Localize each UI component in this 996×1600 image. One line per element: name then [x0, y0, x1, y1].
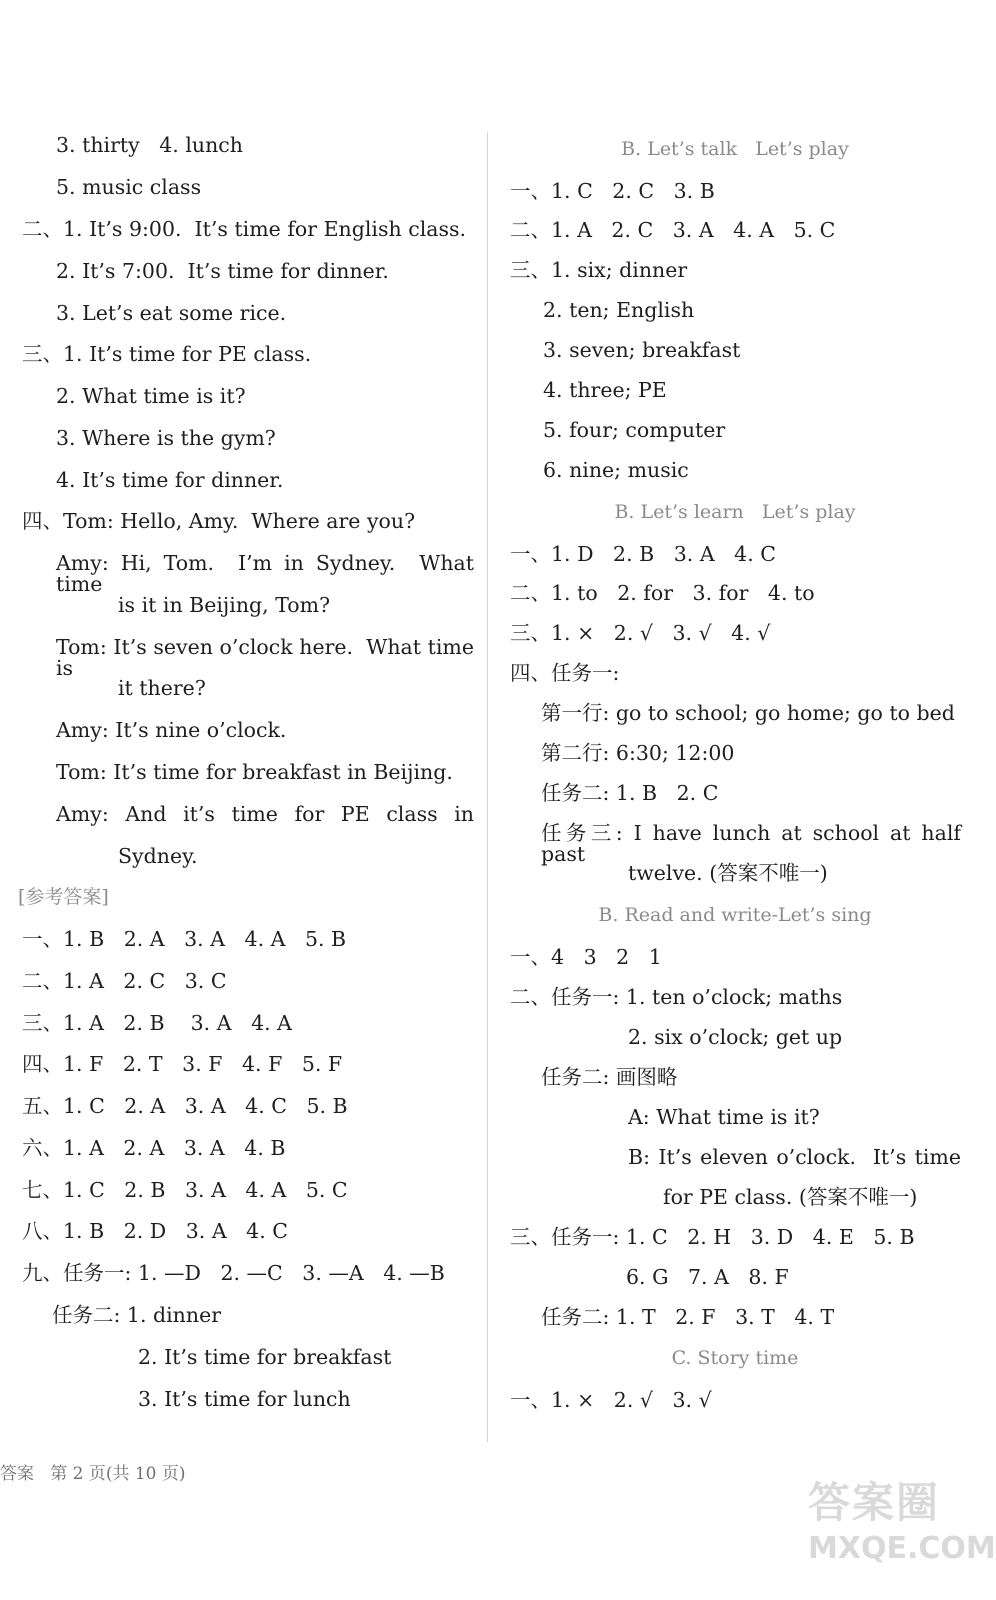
answer-line: 三、任务一: 1. C 2. H 3. D 4. E 5. B [510, 1225, 915, 1249]
answer-line: 6. nine; music [543, 458, 689, 482]
section-heading: B. Let’s talk Let’s play [621, 138, 849, 160]
answer-line: 第二行: 6:30; 12:00 [541, 741, 735, 765]
answer-line: 3. It’s time for lunch [138, 1387, 351, 1411]
answer-line: 二、1. It’s 9:00. It’s time for English class. [22, 217, 467, 241]
dialogue-line: Tom: It’s time for breakfast in Beijing. [56, 760, 453, 784]
answer-line: 八、1. B 2. D 3. A 4. C [22, 1219, 288, 1243]
answer-line: 3. Let’s eat some rice. [56, 301, 287, 325]
column-divider [487, 132, 488, 1442]
answer-line: 2. It’s 7:00. It’s time for dinner. [56, 259, 389, 283]
section-heading: B. Read and write-Let’s sing [598, 904, 872, 926]
answer-line: 4. three; PE [543, 378, 667, 402]
watermark-cn: 答案圈 [808, 1478, 941, 1527]
answer-line: 四、1. F 2. T 3. F 4. F 5. F [22, 1052, 343, 1076]
answer-line: 第一行: go to school; go home; go to bed [541, 701, 955, 725]
answer-line: 2. ten; English [543, 298, 695, 322]
answer-line: 二、1. A 2. C 3. A 4. A 5. C [510, 218, 836, 242]
dialogue-line: it there? [118, 676, 206, 700]
answer-line: 四、任务一: [510, 661, 620, 685]
answer-line: 七、1. C 2. B 3. A 4. A 5. C [22, 1178, 348, 1202]
answer-line: 一、4 3 2 1 [510, 945, 662, 969]
answer-line: 二、1. A 2. C 3. C [22, 969, 227, 993]
answer-line: 九、任务一: 1. —D 2. —C 3. —A 4. —B [22, 1261, 445, 1285]
answer-line: 3. seven; breakfast [543, 338, 741, 362]
answer-line: 二、任务一: 1. ten o’clock; maths [510, 985, 843, 1009]
answer-line: A: What time is it? [628, 1105, 820, 1129]
answer-line: 任务二: 1. dinner [52, 1303, 222, 1327]
answer-line: 三、1. six; dinner [510, 258, 688, 282]
dialogue-line: Amy: It’s nine o’clock. [56, 718, 287, 742]
dialogue-line: Tom: It’s seven o’clock here. What time is [56, 635, 474, 680]
reference-answer-label: [参考答案] [18, 886, 109, 908]
answer-line: 六、1. A 2. A 3. A 4. B [22, 1136, 286, 1160]
page-footer: 答案 第 2 页(共 10 页) [0, 1464, 186, 1484]
dialogue-line: Sydney. [118, 844, 198, 868]
answer-line: 2. What time is it? [56, 384, 246, 408]
dialogue-line: is it in Beijing, Tom? [118, 593, 331, 617]
watermark-logo [800, 1478, 996, 1592]
answer-line: 三、1. A 2. B 3. A 4. A [22, 1011, 292, 1035]
answer-line: 一、1. C 2. C 3. B [510, 179, 715, 203]
dialogue-line: Amy: And it’s time for PE class in [56, 802, 474, 826]
answer-line: 一、1. × 2. √ 3. √ [510, 1388, 712, 1412]
answer-line: 五、1. C 2. A 3. A 4. C 5. B [22, 1094, 348, 1118]
answer-line: 一、1. B 2. A 3. A 4. A 5. B [22, 927, 347, 951]
answer-line: 二、1. to 2. for 3. for 4. to [510, 581, 815, 605]
answer-line: twelve. (答案不唯一) [628, 861, 828, 885]
answer-line: 6. G 7. A 8. F [626, 1265, 789, 1289]
dialogue-line: Amy: Hi, Tom. I’m in Sydney. What time [56, 551, 474, 596]
answer-line: 3. Where is the gym? [56, 426, 276, 450]
answer-line: 3. thirty 4. lunch [56, 133, 243, 157]
answer-line: 5. music class [56, 175, 202, 199]
answer-line: 2. It’s time for breakfast [138, 1345, 392, 1369]
dialogue-line: 四、Tom: Hello, Amy. Where are you? [22, 509, 416, 533]
watermark-en: MXQE.COM [808, 1531, 996, 1566]
answer-line: 任务二: 1. T 2. F 3. T 4. T [541, 1305, 835, 1329]
answer-line: 任务三: I have lunch at school at half past [541, 821, 961, 866]
section-heading: B. Let’s learn Let’s play [614, 501, 856, 523]
answer-line: 任务二: 画图略 [541, 1065, 678, 1089]
answer-line: 4. It’s time for dinner. [56, 468, 284, 492]
answer-line: B: It’s eleven o’clock. It’s time [628, 1145, 961, 1169]
answer-line: 任务二: 1. B 2. C [541, 781, 719, 805]
answer-line: 三、1. × 2. √ 3. √ 4. √ [510, 621, 771, 645]
section-heading: C. Story time [671, 1347, 799, 1369]
answer-line: 三、1. It’s time for PE class. [22, 342, 312, 366]
answer-line: 一、1. D 2. B 3. A 4. C [510, 542, 776, 566]
answer-line: 5. four; computer [543, 418, 726, 442]
answer-line: 2. six o’clock; get up [628, 1025, 843, 1049]
answer-line: for PE class. (答案不唯一) [663, 1185, 918, 1209]
